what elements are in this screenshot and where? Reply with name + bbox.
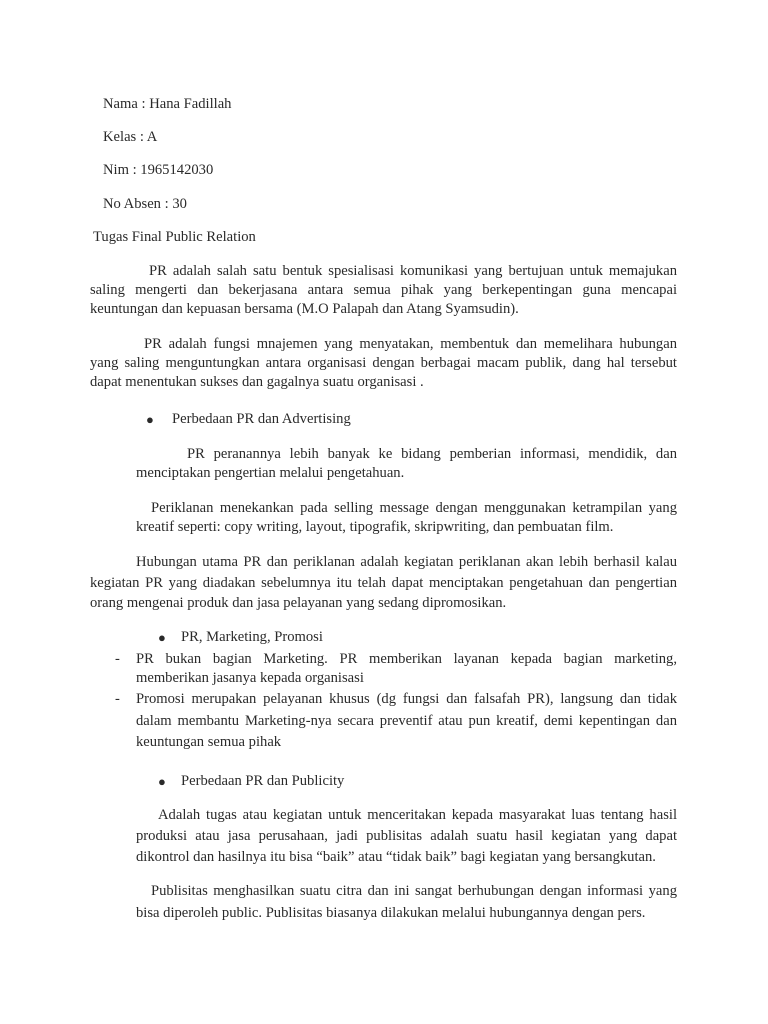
bullet-2-dash-1: - — [115, 651, 120, 667]
student-name: Nama : Hana Fadillah — [103, 96, 232, 112]
bullet-3-p1-line2: produksi atau jasa perusahaan, jadi publisitas adalah suatu hasil kegiatan yang dapat — [136, 828, 677, 844]
bullet-2-item-1-line2: memberikan jasanya kepada organisasi — [136, 670, 364, 686]
student-class: Kelas : A — [103, 129, 158, 145]
bullet-2-dash-2: - — [115, 691, 120, 707]
bullet-1-p1-line1: PR peranannya lebih banyak ke bidang pemberian informasi, mendidik, dan — [187, 446, 677, 462]
para3-line2: kegiatan PR yang diadakan sebelumnya itu telah dapat menciptakan pengetahuan dan pengertian — [90, 575, 677, 591]
para1-line3: keuntungan dan kepuasan bersama (M.O Palapah dan Atang Syamsudin). — [90, 301, 519, 317]
bullet-1-p2-line2: kreatif seperti: copy writing, layout, tipografik, skripwriting, dan pembuatan film. — [136, 519, 614, 535]
bullet-1-marker: ● — [146, 412, 154, 427]
bullet-3-p1-line1: Adalah tugas atau kegiatan untuk menceritakan kepada masyarakat luas tentang hasil — [158, 807, 677, 823]
bullet-2-marker: ● — [158, 630, 166, 645]
bullet-2-item-2-line3: keuntungan semua pihak — [136, 734, 282, 750]
para2-line3: dapat menentukan sukses dan gagalnya suatu organisasi . — [90, 374, 424, 390]
bullet-3-p2-line1: Publisitas menghasilkan suatu citra dan ini sangat berhubungan dengan informasi yang — [151, 883, 677, 899]
para2-line2: yang saling menguntungkan antara organisasi dengan berbagai macam publik, dang hal tersebut — [90, 355, 677, 371]
bullet-3-p2-line2: bisa diperoleh public. Publisitas biasanya dilakukan melalui hubungannya dengan pers. — [136, 905, 646, 921]
bullet-2-item-1-line1: PR bukan bagian Marketing. PR memberikan layanan kepada bagian marketing, — [136, 651, 677, 667]
bullet-2-item-2-line1: Promosi merupakan pelayanan khusus (dg fungsi dan falsafah PR), langsung dan tidak — [136, 691, 677, 707]
student-nim: Nim : 1965142030 — [103, 162, 214, 178]
bullet-2-item-2-line2: dalam membantu Marketing-nya secara preventif atau pun kreatif, demi kepentingan dan — [136, 713, 677, 729]
assignment-title: Tugas Final Public Relation — [93, 229, 256, 245]
para1-line2: saling mengerti dan bekerjasana antara semua pihak yang berkepentingan guna mencapai — [90, 282, 677, 298]
student-absen: No Absen : 30 — [103, 196, 187, 212]
bullet-1-p1-line2: menciptakan pengertian melalui pengetahuan. — [136, 465, 405, 481]
bullet-3-title: Perbedaan PR dan Publicity — [181, 773, 345, 789]
bullet-1-title: Perbedaan PR dan Advertising — [172, 411, 351, 427]
para2-line1: PR adalah fungsi mnajemen yang menyatakan, membentuk dan memelihara hubungan — [144, 336, 677, 352]
para3-line1: Hubungan utama PR dan periklanan adalah kegiatan periklanan akan lebih berhasil kalau — [136, 554, 677, 570]
bullet-3-p1-line3: dikontrol dan hasilnya itu bisa “baik” atau “tidak baik” bagi kegiatan yang bersangkutan. — [136, 849, 656, 865]
bullet-3-marker: ● — [158, 774, 166, 789]
bullet-2-title: PR, Marketing, Promosi — [181, 629, 323, 645]
para1-line1: PR adalah salah satu bentuk spesialisasi komunikasi yang bertujuan untuk memajukan — [149, 263, 677, 279]
para3-line3: orang mengenai produk dan jasa pelayanan yang sedang dipromosikan. — [90, 595, 507, 611]
bullet-1-p2-line1: Periklanan menekankan pada selling message dengan menggunakan ketrampilan yang — [151, 500, 677, 516]
